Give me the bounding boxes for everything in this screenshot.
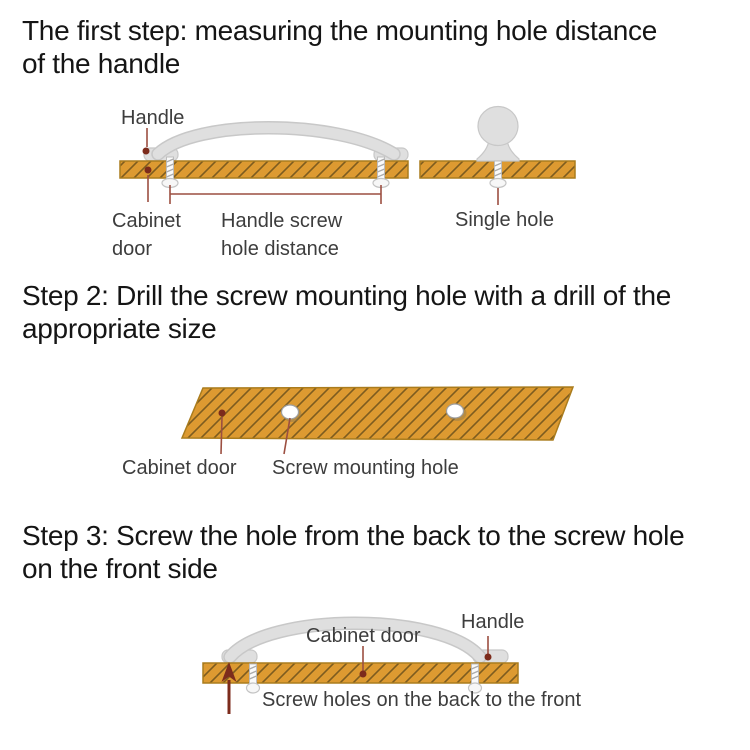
step2-cabinet-door-label: Cabinet door [122, 457, 237, 479]
step3-cabinet-door-label: Cabinet door [306, 625, 421, 647]
step3-title [22, 519, 684, 585]
step1-title [22, 14, 657, 80]
cabinet-door-board [120, 161, 408, 178]
step1-hole-distance-label: Handle screw hole distance [221, 210, 343, 260]
step1-title-line2: of the handle [22, 48, 181, 79]
step3-screw-holes-label: Screw holes on the back to the front [262, 689, 582, 711]
step3-title-line1: Step 3: Screw the hole from the back to the screw hole [22, 520, 685, 551]
step3-handle-label: Handle [461, 611, 525, 633]
handle-pointer [485, 636, 492, 661]
dimension-line [170, 185, 381, 204]
step2-screw-hole-label: Screw mounting hole [272, 457, 459, 479]
step1-handle-label: Handle [121, 107, 185, 129]
handle-graphic [144, 128, 408, 161]
step1-single-hole-label: Single hole [455, 209, 554, 231]
cabinet-door-pointer [360, 646, 367, 678]
knob-graphic [477, 107, 519, 162]
cabinet-door-board [182, 387, 573, 440]
cabinet-door-pointer [145, 167, 152, 203]
step2-title [22, 279, 671, 345]
step2-title-line2: appropriate size [22, 313, 217, 344]
step2-title-line1: Step 2: Drill the screw mounting hole with a drill of the [22, 280, 671, 311]
step3-title-line2: on the front side [22, 553, 218, 584]
step1-cabinet-door-label: Cabinet door [112, 210, 181, 260]
step1-title-line1: The first step: measuring the mounting hole distance [22, 15, 657, 46]
step2-illustration [100, 370, 600, 460]
